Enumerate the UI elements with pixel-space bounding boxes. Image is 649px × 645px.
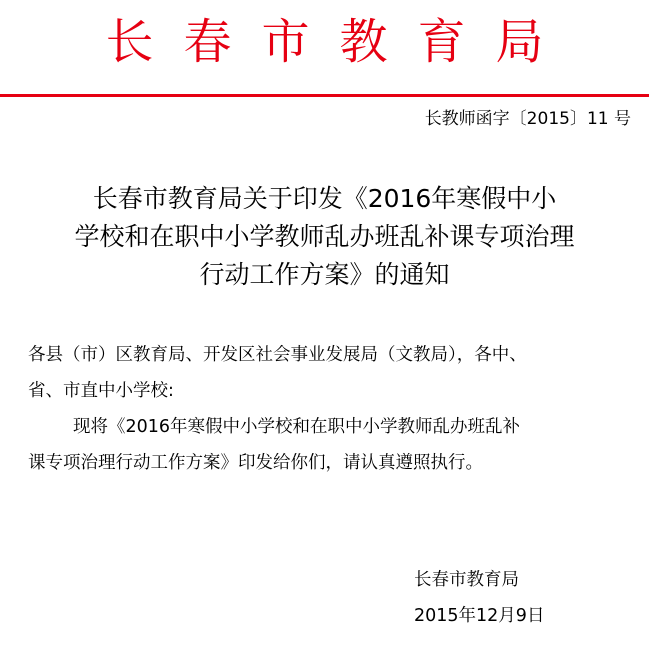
document-number: 长教师函字〔2015〕11 号 <box>424 109 631 129</box>
document-title-line: 学校和在职中小学教师乱办班乱补课专项治理 <box>74 222 575 251</box>
document-title-line: 长春市教育局关于印发《2016年寒假中小 <box>92 184 557 213</box>
signature-date: 2015年12月9日 <box>414 606 545 626</box>
signature-block <box>414 562 544 634</box>
addressee-line: 各县（市）区教育局、开发区社会事业发展局（文教局），各中、 <box>28 345 527 365</box>
masthead-title: 长春市教育局 <box>105 14 574 70</box>
signature-issuer: 长春市教育局 <box>414 570 519 590</box>
masthead-red-rule <box>0 94 649 97</box>
body-paragraph-line: 课专项治理行动工作方案》印发给你们，请认真遵照执行。 <box>28 453 483 473</box>
addressee-line: 省、市直中小学校: <box>28 381 174 401</box>
document-body <box>28 337 638 481</box>
document-title <box>20 180 629 294</box>
body-paragraph-line: 现将《2016年寒假中小学校和在职中小学教师乱办班乱补 <box>73 417 521 437</box>
document-title-line: 行动工作方案》的通知 <box>199 260 450 289</box>
